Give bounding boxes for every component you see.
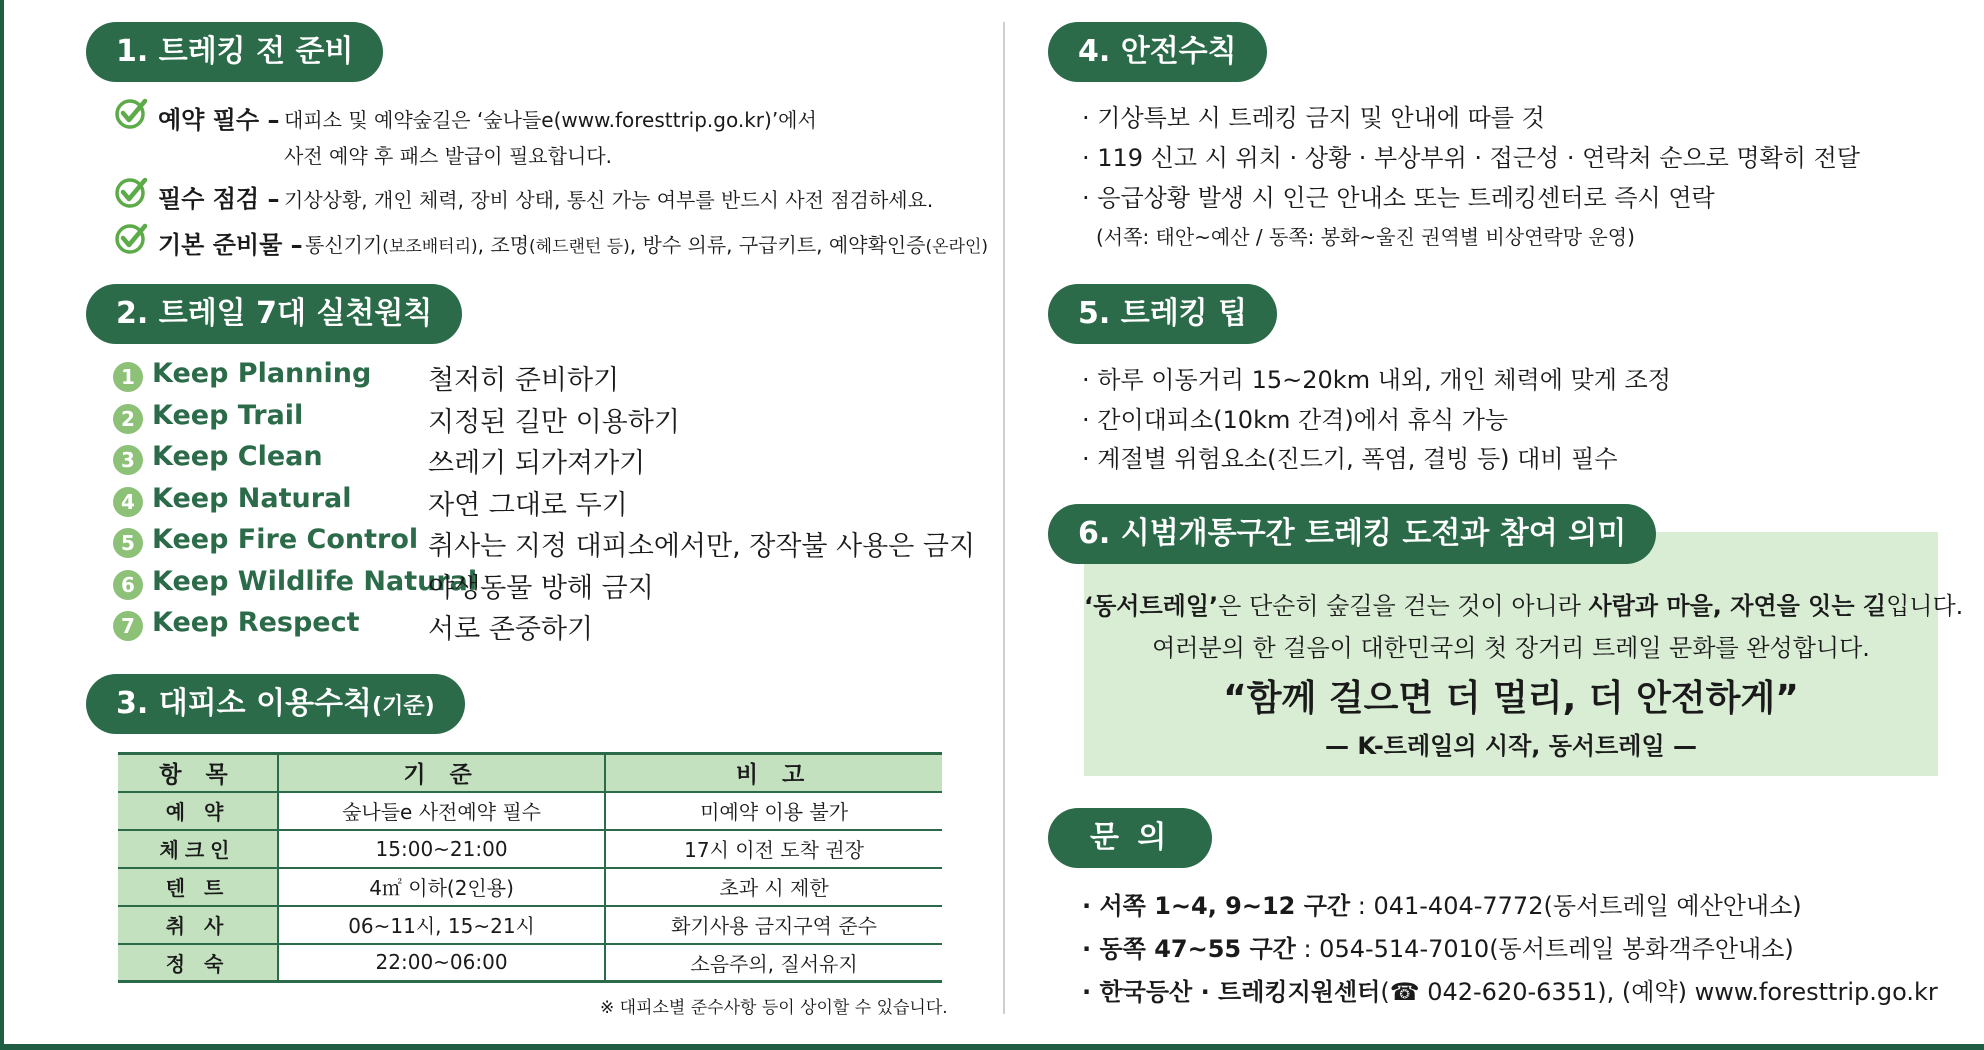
rule-kr: 쓰레기 되가져가기 xyxy=(428,448,646,479)
prep-check-text: 기상상황, 개인 체력, 장비 상태, 통신 가능 여부를 반드시 사전 점검하세요. xyxy=(284,188,934,212)
tip-item: · 간이대피소(10km 간격)에서 휴식 가능 xyxy=(1082,406,1509,434)
table-cell: 텐 트 xyxy=(118,868,278,906)
table-row xyxy=(118,944,942,982)
table-row xyxy=(118,868,942,906)
meaning-quote: “함께 걸으면 더 멀리, 더 안전하게” xyxy=(1223,678,1799,719)
rule-number-badge: 7 xyxy=(113,611,143,641)
prep-items-label: 기본 준비물 – xyxy=(158,231,303,259)
rule-kr: 지정된 길만 이용하기 xyxy=(428,407,680,438)
rule-kr: 서로 존중하기 xyxy=(428,614,594,645)
bottom-border xyxy=(0,1044,1984,1050)
meaning-line-2: 여러분의 한 걸음이 대한민국의 첫 장거리 트레일 문화를 완성합니다. xyxy=(1152,634,1870,662)
table-cell: 미예약 이용 불가 xyxy=(605,792,942,830)
tip-item: · 계절별 위험요소(진드기, 폭염, 결빙 등) 대비 필수 xyxy=(1082,445,1618,473)
table-header: 기 준 xyxy=(278,754,605,792)
rule-number-badge: 4 xyxy=(113,487,143,517)
check-icon xyxy=(114,175,148,209)
meaning-signature: — K-트레일의 시작, 동서트레일 — xyxy=(1324,732,1698,760)
prep-items-text: 통신기기(보조배터리), 조명(헤드랜턴 등), 방수 의류, 구급키트, 예약확인증(온라인) xyxy=(305,233,988,257)
tip-item: · 하루 이동거리 15~20km 내외, 개인 체력에 맞게 조정 xyxy=(1082,366,1671,394)
meaning-line-1: ‘동서트레일’은 단순히 숲길을 걷는 것이 아니라 사람과 마을, 자연을 잇는 길입니다. xyxy=(1084,592,1964,620)
rule-kr: 취사는 지정 대피소에서만, 장작불 사용은 금지 xyxy=(428,531,976,562)
prep-reservation-text-2: 사전 예약 후 패스 발급이 필요합니다. xyxy=(284,144,612,168)
table-cell: 22:00~06:00 xyxy=(278,944,605,982)
rule-en: Keep Trail xyxy=(152,400,304,431)
table-cell: 소음주의, 질서유지 xyxy=(605,944,942,982)
rule-en: Keep Respect xyxy=(152,607,360,638)
rule-number-badge: 6 xyxy=(113,570,143,600)
section-2-title: 2. 트레일 7대 실천원칙 xyxy=(86,284,462,344)
table-cell: 숲나들e 사전예약 필수 xyxy=(278,792,605,830)
rule-en: Keep Clean xyxy=(152,441,323,472)
column-divider xyxy=(1003,22,1005,1014)
rule-kr: 철저히 준비하기 xyxy=(428,365,620,396)
safety-item: · 119 신고 시 위치 · 상황 · 부상부위 · 접근성 · 연락처 순으로 명확히 전달 xyxy=(1082,144,1860,172)
safety-item: · 기상특보 시 트레킹 금지 및 안내에 따를 것 xyxy=(1082,104,1545,132)
table-header: 비 고 xyxy=(605,754,942,792)
table-header-row xyxy=(118,754,942,792)
table-cell: 예 약 xyxy=(118,792,278,830)
contact-korea: · 한국등산 · 트레킹지원센터(☎ 042-620-6351), (예약) www.foresttrip.go.kr xyxy=(1082,978,1938,1006)
rule-number-badge: 2 xyxy=(113,404,143,434)
section-1-title: 1. 트레킹 전 준비 xyxy=(86,22,383,82)
table-cell: 취 사 xyxy=(118,906,278,944)
table-cell: 06~11시, 15~21시 xyxy=(278,906,605,944)
left-border xyxy=(0,0,4,1050)
table-cell: 정 숙 xyxy=(118,944,278,982)
table-cell: 체크인 xyxy=(118,830,278,868)
rule-number-badge: 5 xyxy=(113,528,143,558)
rule-number-badge: 1 xyxy=(113,362,143,392)
table-header: 항 목 xyxy=(118,754,278,792)
contact-west: · 서쪽 1~4, 9~12 구간 : 041-404-7772(동서트레일 예산안내소) xyxy=(1082,892,1802,920)
table-row xyxy=(118,792,942,830)
rule-en: Keep Planning xyxy=(152,358,372,389)
check-icon xyxy=(114,221,148,255)
safety-item: · 응급상황 발생 시 인근 안내소 또는 트레킹센터로 즉시 연락 xyxy=(1082,184,1715,212)
rule-kr: 자연 그대로 두기 xyxy=(428,490,628,521)
rule-en: Keep Wildlife Natural xyxy=(152,566,478,597)
rule-en: Keep Natural xyxy=(152,483,352,514)
section-3-title: 3. 대피소 이용수칙(기준) xyxy=(86,674,465,734)
table-cell: 초과 시 제한 xyxy=(605,868,942,906)
table-cell: 화기사용 금지구역 준수 xyxy=(605,906,942,944)
table-footnote: ※ 대피소별 준수사항 등이 상이할 수 있습니다. xyxy=(600,998,948,1018)
rule-kr: 야생동물 방해 금지 xyxy=(428,573,654,604)
table-cell: 4㎡ 이하(2인용) xyxy=(278,868,605,906)
contact-title: 문 의 xyxy=(1048,808,1212,868)
safety-subnote: (서쪽: 태안~예산 / 동쪽: 봉화~울진 권역별 비상연락망 운영) xyxy=(1096,225,1635,249)
prep-reservation-text: 대피소 및 예약숲길은 ‘숲나들e(www.foresttrip.go.kr)’에서 xyxy=(284,108,817,132)
table-cell: 17시 이전 도착 권장 xyxy=(605,830,942,868)
check-icon xyxy=(114,96,148,130)
prep-check-label: 필수 점검 – xyxy=(158,185,280,213)
shelter-rules-table xyxy=(118,752,942,983)
section-4-title: 4. 안전수칙 xyxy=(1048,22,1267,82)
section-6-title: 6. 시범개통구간 트레킹 도전과 참여 의미 xyxy=(1048,504,1656,564)
table-cell: 15:00~21:00 xyxy=(278,830,605,868)
contact-east: · 동쪽 47~55 구간 : 054-514-7010(동서트레일 봉화객주안내소) xyxy=(1082,935,1794,963)
rule-number-badge: 3 xyxy=(113,445,143,475)
table-row xyxy=(118,830,942,868)
prep-reservation-label: 예약 필수 – xyxy=(158,106,280,134)
rule-en: Keep Fire Control xyxy=(152,524,419,555)
section-5-title: 5. 트레킹 팁 xyxy=(1048,284,1277,344)
table-row xyxy=(118,906,942,944)
